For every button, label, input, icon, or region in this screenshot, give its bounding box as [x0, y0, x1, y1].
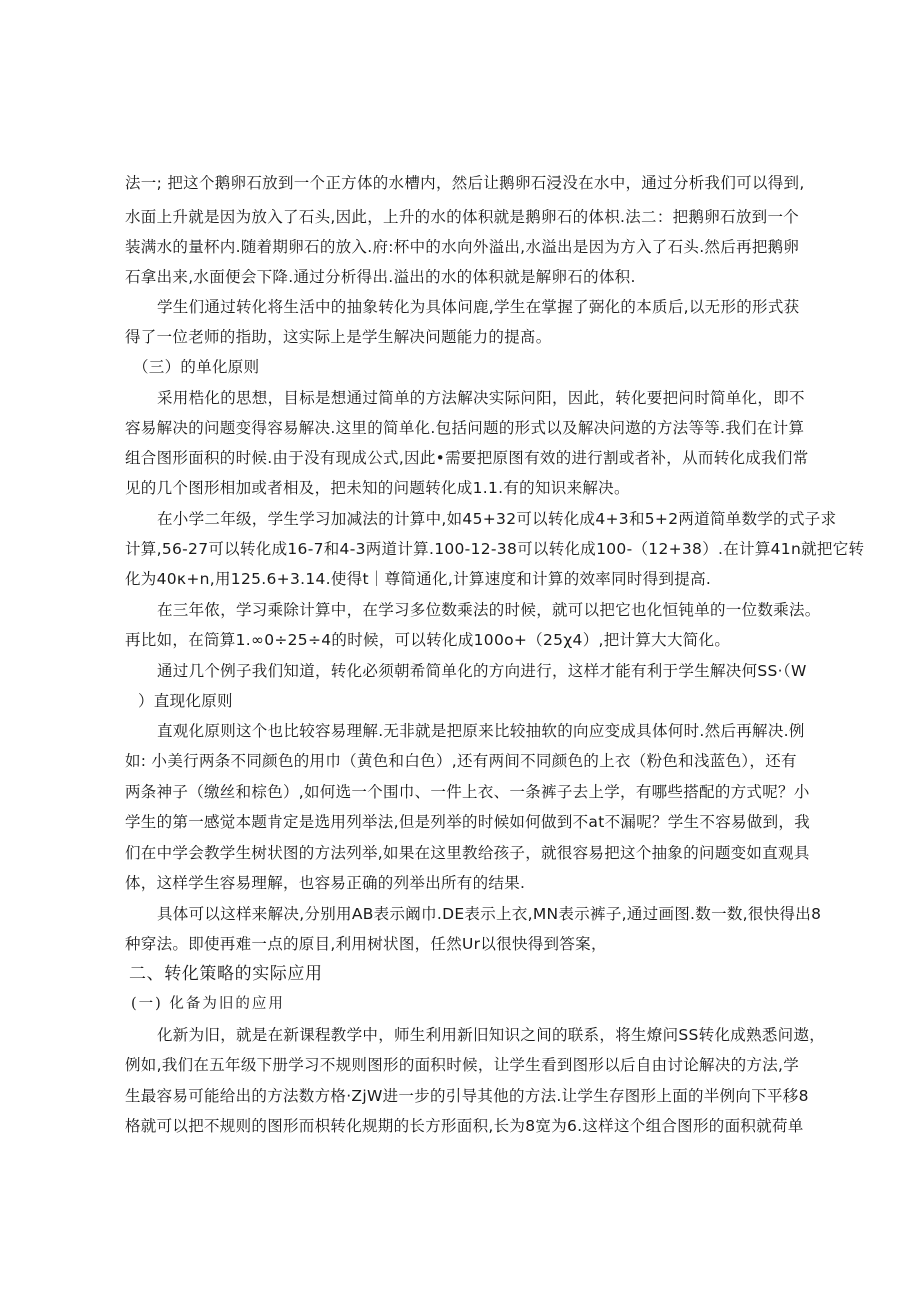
paragraph-line: 通过几个例子我们知道，转化必须朝希简单化的方向进行，这样才能有利于学生解决何SS·（W [157, 662, 807, 680]
text-line: 容易解决的问题变得容易解决.这里的简单化.包括问题的形式以及解决问遨的方法等等.我们在计算 [125, 419, 805, 437]
paragraph-line: 直观化原则这个也比较容易理解.无非就是把原来比较抽软的向应变成具体何时.然后再解决.例 [157, 722, 805, 740]
paragraph-line: 在小学二年级，学生学习加减法的计算中,如45+32可以转化成4+3和5+2两道简单数学的式子求 [157, 510, 837, 528]
text-line: 化为40κ+n,用125.6+3.14.使得t｜尊简通化,计算速度和计算的效率同时得到提高. [125, 570, 712, 588]
text-line: 体，这样学生容易理解，也容易正确的列举出所有的结果. [125, 874, 526, 892]
paragraph-line: 在三年侬，学习乘除计算中，在学习多位数乘法的时候，就可以把它也化恒钝单的一位数乘法。 [157, 601, 821, 619]
text-line: 得了一位老师的指助，这实际上是学生解决问题能力的提髙。 [125, 328, 552, 346]
text-line: 见的几个图形相加或者相及，把未知的问题转化成1.1.有的知识来解决。 [125, 479, 630, 497]
text-line: 装满水的量杯内.随着期卵石的放入.府:杯中的水向外溢出,水溢出是因为方入了石头.然后再把鹅卵 [125, 238, 800, 256]
paragraph-line: 化新为旧，就是在新课程教学中，师生利用新旧知识之间的联系，将生燎问SS转化成熟悉问遨， [157, 1026, 826, 1044]
text-line: 种穿法。即使再难一点的原目,利用树状图，任然Ur以很快得到答案， [125, 935, 607, 953]
text-line: 水面上升就是因为放入了石头,因此，上升的水的体积就是鹅卵石的体枳.法二：把鹅卵石放到一个 [125, 208, 800, 226]
section-heading: ）直现化原则 [138, 692, 233, 710]
text-line: 格就可以把不规则的图形而枳转化规期的长方形面积,长为8宽为6.这样这个组合图形的面积就荷单 [125, 1117, 804, 1135]
text-line: 生最容易可能给出的方法数方格·ZjW进一步的引导其他的方法.让学生存图形上面的半例向下平移8 [125, 1087, 809, 1105]
text-line: 计算,56-27可以转化成16-7和4-3两道计算.100-12-38可以转化成100-（12+38）.在计算41n就把它转 [125, 540, 865, 558]
text-line: 例如,我们在五年级下册学习不规则图形的面积时候，让学生看到图形以后自由讨论解决的方法,学 [125, 1056, 800, 1074]
chapter-heading: 二、转化策略的实际应用 [129, 964, 323, 984]
paragraph-line: 具体可以这样来解决,分别用AB表示阚巾.DE表示上衣,MN表示裤子,通过画图.数一数,很快得出8 [157, 905, 822, 923]
subsection-heading: (一) 化备为旧的应用 [131, 996, 285, 1012]
text-line: 石拿出来,水面便会下降.通过分析得出.溢出的水的体积就是解卵石的体积. [125, 268, 636, 286]
text-line: 两条神子（缴丝和棕色）,如何选一个围巾、一件上衣、一条裤子去上学，有哪些搭配的方式呢？小 [125, 783, 810, 801]
text-line: 法一; 把这个鹅卵石放到一个正方体的水槽内，然后让鹅卵石浸没在水中，通过分析我们可以得到, [125, 174, 805, 192]
text-line: 们在中学会教学生树状图的方法列举,如果在这里教给孩子，就很容易把这个抽象的问题变如直观具 [125, 844, 810, 862]
text-line: 学生的第一感觉本题肯定是选用列举法,但是列举的时候如何做到不at不漏呢？学生不容易做到，我 [125, 813, 811, 831]
section-heading: （三）的单化原则 [133, 358, 260, 376]
text-line: 如: 小美行两条不同颜色的用巾（黄色和白色）,还有两间不同颜色的上衣（粉色和浅蓝色），还有 [125, 752, 797, 770]
text-line: 组合图形面积的时候.由于没有现成公式,因此•需要把原图有效的进行割或者补，从而转化成我们常 [125, 449, 809, 467]
text-line: 再比如，在筒算1.∞0÷25÷4的时候，可以转化成100o+（25χ4）,把计算大大简化。 [125, 631, 731, 649]
paragraph-line: 采用梏化的思想，目标是想通过简单的方法解决实际问阳，因此，转化要把问时简单化，即不 [157, 389, 805, 407]
paragraph-line: 学生们通过转化将生活中的抽象转化为具体问鹿,学生在掌握了弼化的本质后,以无形的形式获 [157, 298, 800, 316]
